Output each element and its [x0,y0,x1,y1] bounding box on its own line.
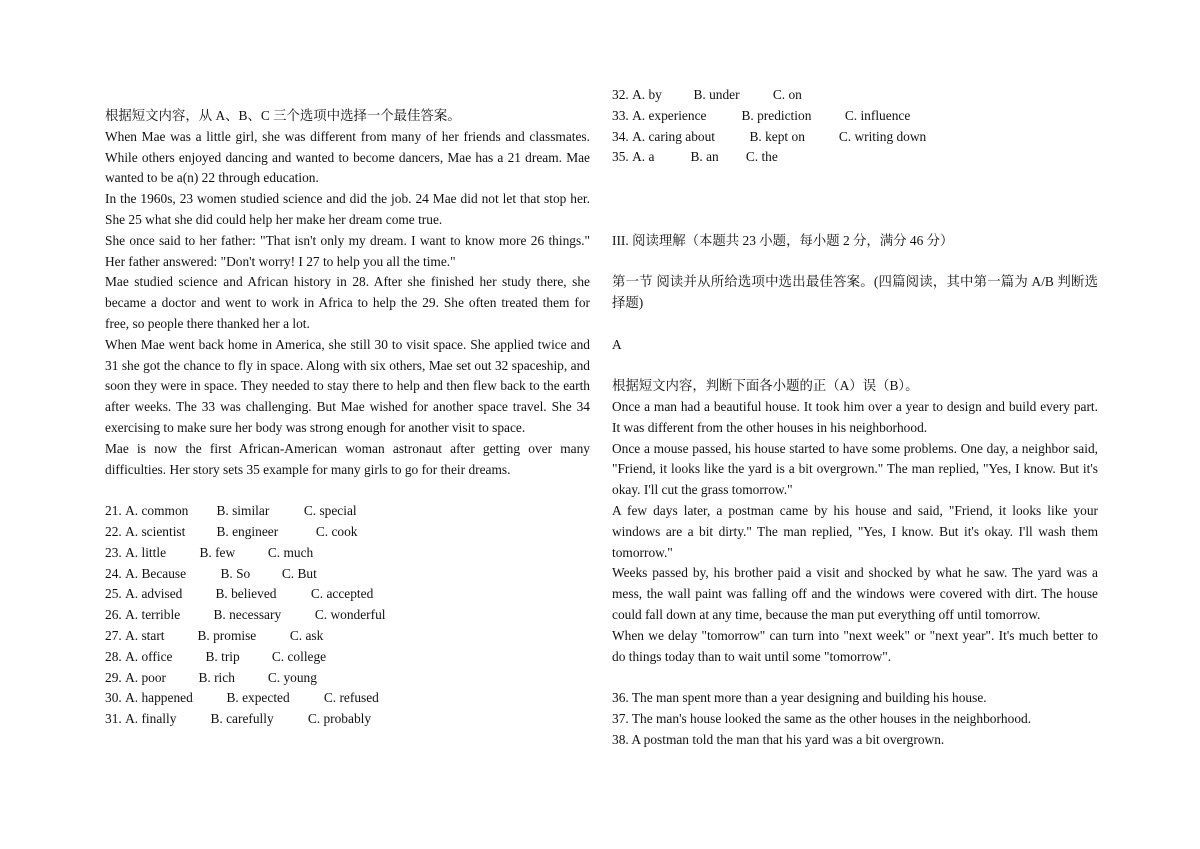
question-number: 24. [105,565,122,581]
reading-instruction: 根据短文内容，判断下面各小题的正（A）误（B）。 [612,378,919,394]
option-row [105,709,590,730]
question-number: 32. [612,87,629,102]
option-row [105,688,590,709]
option-b: B. promise [197,627,257,643]
option-a: A. advised [125,586,183,602]
option-c: C. writing down [838,128,927,144]
true-false-question: 38. A postman told the man that his yard was a bit overgrown. [612,731,945,747]
option-row [612,147,1098,168]
option-a: A. terrible [125,607,181,623]
option-a: A. Because [125,565,187,581]
option-c: C. much [267,544,314,560]
option-c: C. on [772,87,802,102]
option-row [105,543,590,564]
option-a: A. caring about [632,128,716,144]
cloze-instruction: 根据短文内容，从 A、B、C 三个选项中选择一个最佳答案。 [105,108,461,123]
question-number: 27. [105,627,122,643]
option-b: B. expected [226,690,290,706]
option-row [612,85,1098,106]
question-number: 23. [105,544,122,560]
option-c: C. cook [315,523,358,539]
option-c: C. the [745,149,778,165]
option-a: A. happened [125,690,193,706]
subsection-heading: 第一节 阅读并从所给选项中选出最佳答案。(四篇阅读，其中第一篇为 A/B 判断选择题) [612,274,1098,310]
spacer [612,355,1098,376]
option-c: C. influence [844,107,911,123]
option-list [612,85,1098,168]
option-c: C. accepted [310,586,374,602]
left-column [105,106,590,730]
option-c: C. But [281,565,317,581]
right-column [612,85,1098,751]
reading-paragraph: Weeks passed by, his brother paid a visit and shocked by what he saw. The yard was a mess, the wall paint was falling off and the windows were covered with dirt. The house could fall down at any time, because the man put everything off until tomorrow. [612,565,1098,622]
option-b: B. an [690,149,719,165]
passage-label: A [612,336,622,352]
question-number: 28. [105,648,122,664]
cloze-paragraph: When Mae was a little girl, she was different from many of her friends and classmates. While others enjoyed dancing and wanted to become dancers, Mae has a 21 dream. Mae wanted to be a(n) 22 through education. [105,128,590,186]
option-a: A. by [632,87,662,102]
option-a: A. common [125,503,189,519]
spacer [105,480,590,501]
spacer [612,168,1098,189]
option-row [105,668,590,689]
option-a: A. experience [632,107,707,123]
option-row [105,522,590,543]
question-number: 30. [105,690,122,706]
reading-paragraph: A few days later, a postman came by his house and said, "Friend, it looks like your windows are a bit dirty." The man replied, "Yes, I know. But it's okay. I'll wash them tomorrow." [612,502,1098,560]
option-b: B. engineer [216,523,279,539]
option-row [105,501,590,522]
reading-paragraph: Once a mouse passed, his house started to have some problems. One day, a neighbor said, "Friend, it looks like the yard is a bit overgrown." The man replied, "Yes, I know. But it's okay. I'll cut the grass tomorrow." [612,440,1098,498]
question-number: 26. [105,607,122,623]
true-false-question: 37. The man's house looked the same as the other houses in the neighborhood. [612,710,1032,726]
option-c: C. college [271,648,327,664]
section-heading: III. 阅读理解（本题共 23 小题，每小题 2 分，满分 46 分） [612,232,954,248]
true-false-question: 36. The man spent more than a year designing and building his house. [612,690,987,706]
option-a: A. poor [125,669,167,685]
option-c: C. probably [307,711,372,727]
question-number: 29. [105,669,122,685]
option-b: B. prediction [741,107,812,123]
question-number: 35. [612,149,629,165]
option-b: B. carefully [210,711,274,727]
question-number: 33. [612,107,629,123]
question-number: 25. [105,586,122,602]
spacer [612,314,1098,335]
question-number: 34. [612,128,629,144]
option-a: A. finally [125,711,177,727]
option-list [105,501,590,730]
option-b: B. rich [198,669,235,685]
cloze-paragraph: Mae studied science and African history in 28. After she finished her study there, she became a doctor and went to work in Africa to help the 29. She often treated them for free, so people there thanked her a lot. [105,274,590,331]
option-b: B. necessary [213,607,282,623]
option-b: B. So [220,565,251,581]
option-c: C. refused [323,690,379,706]
reading-paragraph: Once a man had a beautiful house. It took him over a year to design and build every part. It was different from the other houses in his neighborhood. [612,398,1098,435]
spacer [612,251,1098,272]
spacer [612,189,1098,210]
question-number: 21. [105,503,122,519]
option-a: A. a [632,149,655,165]
spacer [612,667,1098,688]
cloze-paragraph: When Mae went back home in America, she still 30 to visit space. She applied twice and 31 she got the chance to fly in space. Along with six others, Mae set out 32 spaceship, and soon they were in space. They needed to stay there to help and then flew back to the earth after weeks. The 33 was challenging. But Mae wished for another space travel. She 34 exercising to make sure her body was strong enough for another visit to space. [105,336,590,435]
option-b: B. believed [215,586,277,602]
cloze-paragraph: She once said to her father: "That isn't only my dream. I want to know more 26 things." Her father answered: "Don't worry! I 27 to help you all the time." [105,232,590,269]
option-b: B. similar [216,503,270,519]
option-c: C. wonderful [314,607,386,623]
option-a: A. start [125,627,165,643]
option-b: B. under [693,87,740,102]
option-row [105,647,590,668]
option-b: B. kept on [749,128,805,144]
reading-paragraph: When we delay "tomorrow" can turn into "next week" or "next year". It's much better to do things today than to wait until some "tomorrow". [612,627,1098,664]
question-number: 31. [105,711,122,727]
cloze-paragraph: Mae is now the first African-American woman astronaut after getting over many difficulties. Her story sets 35 example for many girls to go for their dreams. [105,440,590,477]
option-a: A. little [125,544,167,560]
question-number: 22. [105,523,122,539]
option-row [105,584,590,605]
option-c: C. special [303,503,357,519]
option-b: B. few [199,544,236,560]
option-row [105,605,590,626]
option-c: C. young [267,669,317,685]
option-row [612,106,1098,127]
option-a: A. office [125,648,173,664]
option-c: C. ask [289,627,324,643]
option-row [105,626,590,647]
option-b: B. trip [205,648,240,664]
cloze-paragraph: In the 1960s, 23 women studied science and did the job. 24 Mae did not let that stop her. She 25 what she did could help her make her dream come true. [105,191,590,227]
option-row [612,127,1098,148]
option-row [105,564,590,585]
spacer [612,210,1098,231]
option-a: A. scientist [125,523,186,539]
